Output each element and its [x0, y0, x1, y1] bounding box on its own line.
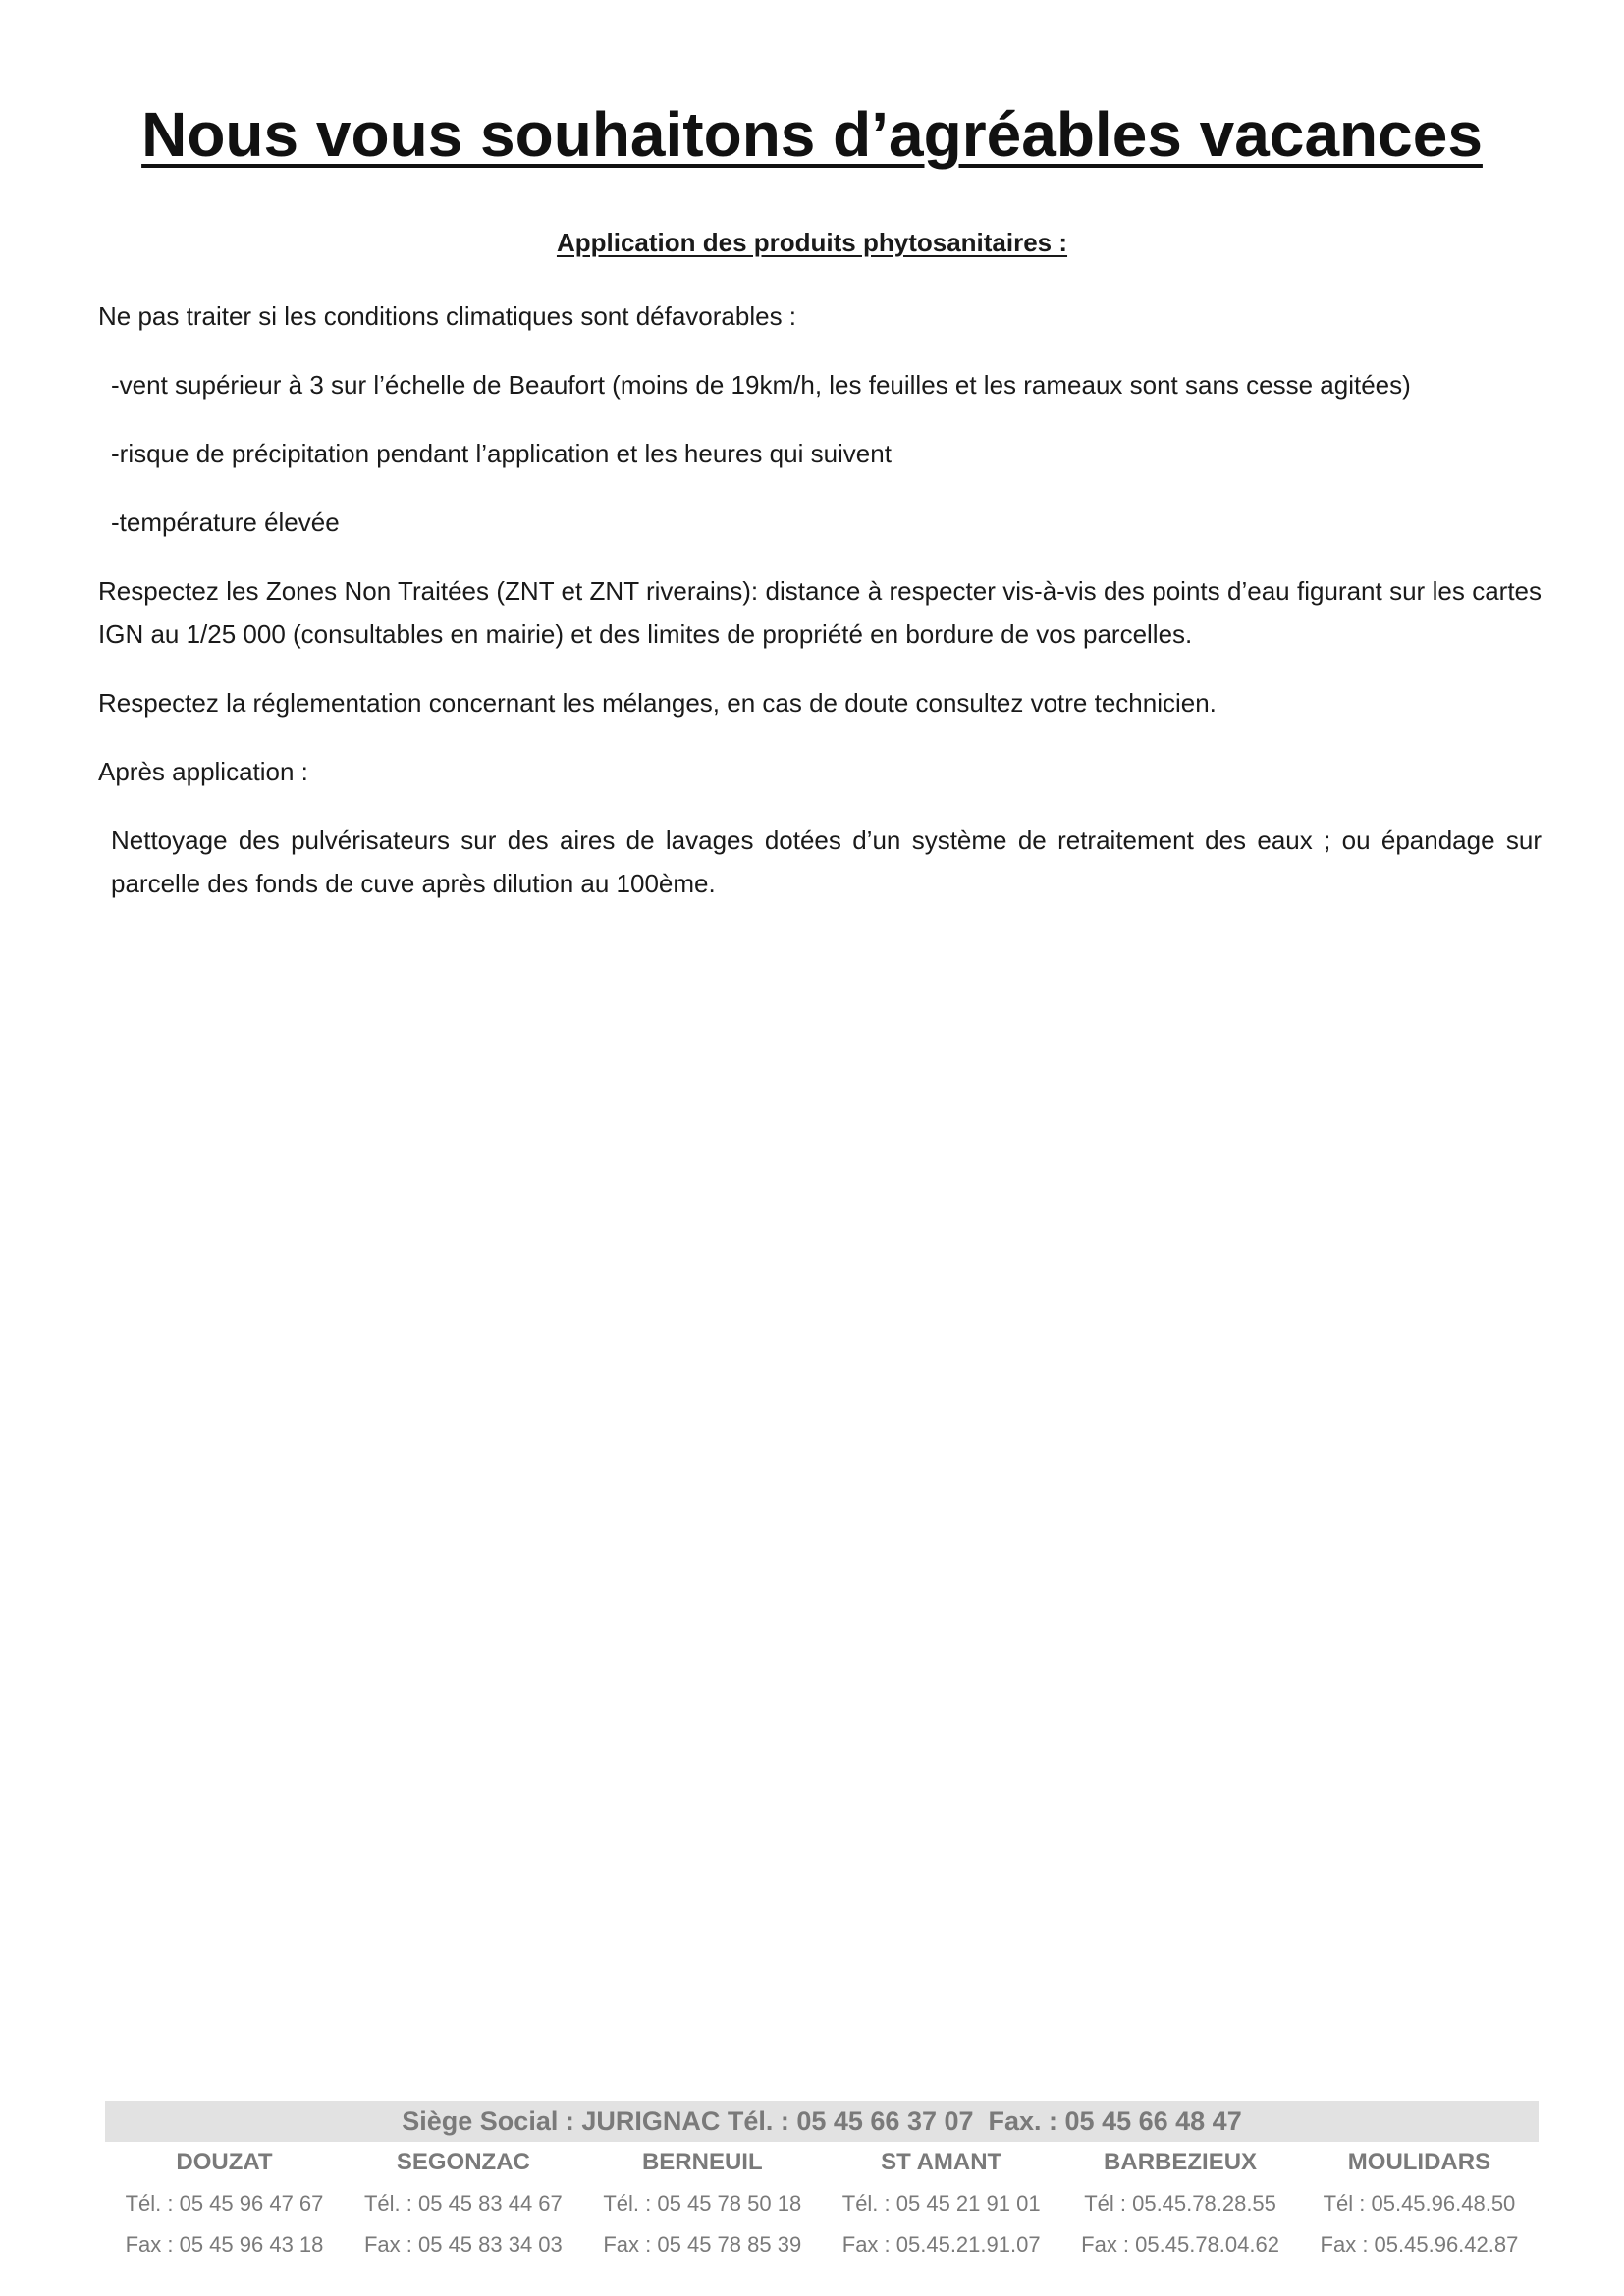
branch-name: MOULIDARS: [1347, 2149, 1491, 2175]
branch-name: BERNEUIL: [641, 2149, 763, 2175]
section-heading: Application des produits phytosanitaires :: [556, 228, 1068, 257]
branch-st-amant: [822, 2142, 1060, 2266]
paragraph-znt: Respectez les Zones Non Traitées (ZNT et ZNT riverains): distance à respecter vis-à-vis des points d’eau figurant sur les cartes IGN au 1/25 000 (consultables en mairie) et des limites de propriété en bordure de vos parcelles.: [98, 576, 1542, 649]
branch-tel: Tél. : 05 45 21 91 01: [841, 2191, 1041, 2216]
document-body: [98, 294, 1542, 931]
branch-berneuil: [583, 2142, 822, 2266]
branch-tel: Tél : 05.45.78.28.55: [1084, 2191, 1276, 2216]
branch-tel: Tél. : 05 45 78 50 18: [603, 2191, 802, 2216]
branch-list: [105, 2142, 1539, 2266]
branch-douzat: [105, 2142, 344, 2266]
paragraph-mixtures: Respectez la réglementation concernant les mélanges, en cas de doute consultez votre technicien.: [98, 688, 1217, 718]
branch-fax: Fax : 05.45.78.04.62: [1081, 2232, 1279, 2257]
branch-fax: Fax : 05.45.21.91.07: [841, 2232, 1041, 2257]
paragraph-precipitation: -risque de précipitation pendant l’application et les heures qui suivent: [111, 439, 892, 468]
branch-moulidars: [1300, 2142, 1539, 2266]
branch-tel: Tél. : 05 45 83 44 67: [363, 2191, 563, 2216]
paragraph-after-application: Après application :: [98, 757, 308, 786]
branch-tel: Tél : 05.45.96.48.50: [1323, 2191, 1516, 2216]
branch-fax: Fax : 05 45 96 43 18: [125, 2232, 324, 2257]
branch-barbezieux: [1061, 2142, 1300, 2266]
branch-name: BARBEZIEUX: [1104, 2149, 1258, 2175]
branch-fax: Fax : 05.45.96.42.87: [1320, 2232, 1519, 2257]
page-title: Nous vous souhaitons d’agréables vacances: [141, 99, 1483, 170]
paragraph-conditions-intro: Ne pas traiter si les conditions climatiques sont défavorables :: [98, 301, 797, 331]
paragraph-temperature: -température élevée: [111, 507, 340, 537]
footer: [105, 2101, 1539, 2266]
branch-tel: Tél. : 05 45 96 47 67: [125, 2191, 324, 2216]
branch-segonzac: [344, 2142, 582, 2266]
branch-name: SEGONZAC: [396, 2149, 530, 2175]
head-office-text: Siège Social : JURIGNAC Tél. : 05 45 66 37 07 Fax. : 05 45 66 48 47: [402, 2107, 1242, 2136]
head-office-bar: [105, 2101, 1539, 2142]
branch-fax: Fax : 05 45 83 34 03: [363, 2232, 563, 2257]
branch-name: DOUZAT: [176, 2149, 273, 2175]
branch-fax: Fax : 05 45 78 85 39: [603, 2232, 802, 2257]
paragraph-cleaning: Nettoyage des pulvérisateurs sur des aires de lavages dotées d’un système de retraitement des eaux ; ou épandage sur parcelle des fonds de cuve après dilution au 100ème.: [111, 826, 1542, 898]
paragraph-wind: -vent supérieur à 3 sur l’échelle de Beaufort (moins de 19km/h, les feuilles et les rameaux sont sans cesse agitées): [111, 370, 1411, 400]
branch-name: ST AMANT: [881, 2149, 1002, 2175]
